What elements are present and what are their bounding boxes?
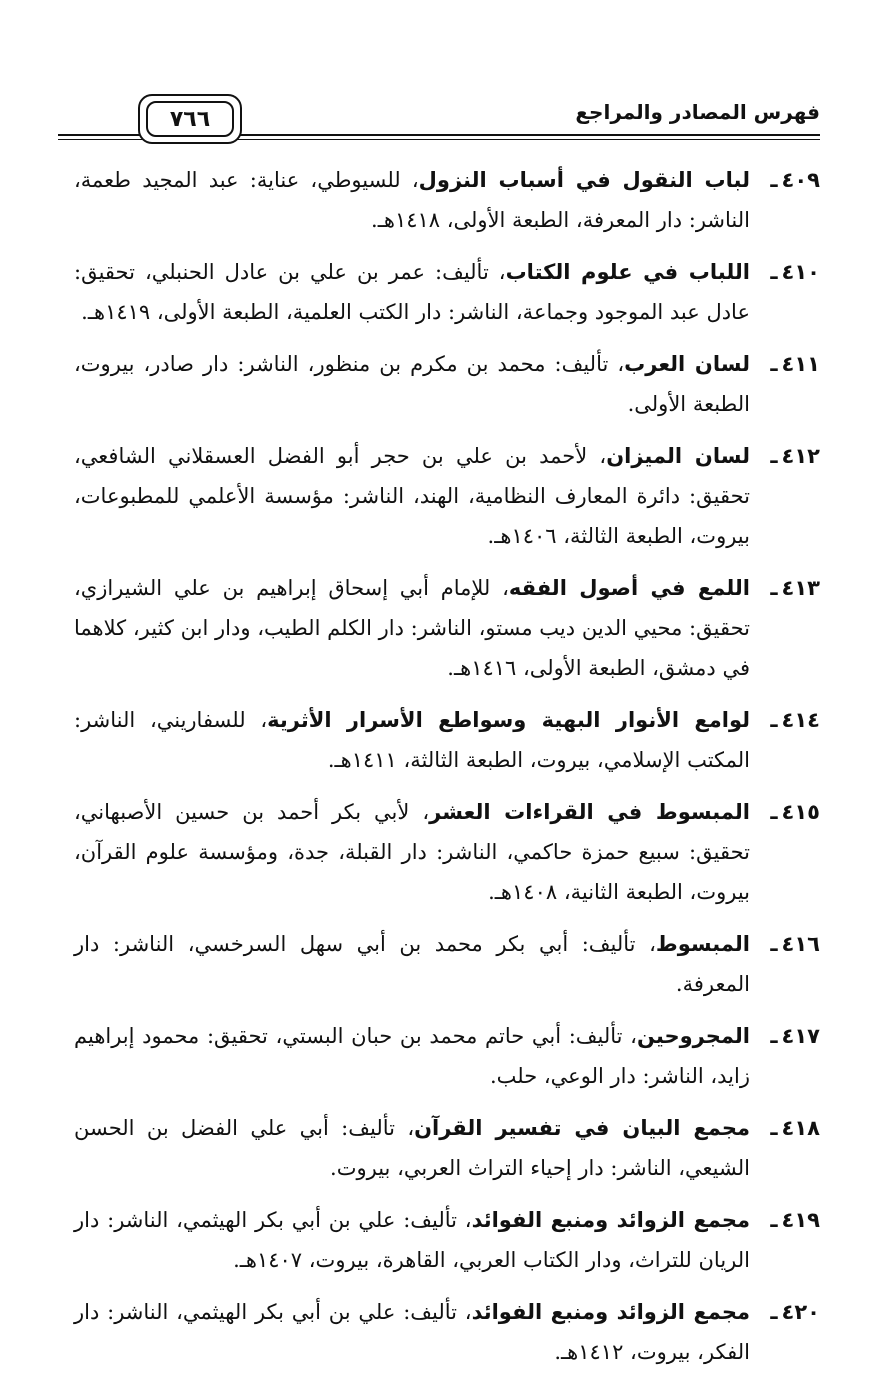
entry-number: ٤١٣ـ	[770, 576, 820, 600]
entry-details: ، للإمام أبي إسحاق إبراهيم بن علي الشيرازي، تحقيق: محيي الدين ديب مستو، الناشر: دار الكلم الطيب، ودار ابن كثير، كلاهما في دمشق، الطبعة الأولى، ١٤١٦هـ.	[74, 576, 750, 680]
entry-details: ، تأليف: علي بن أبي بكر الهيثمي، الناشر: دار الفكر، بيروت، ١٤١٢هـ.	[74, 1300, 750, 1364]
entry-details: ، تأليف: محمد بن مكرم بن منظور، الناشر: دار صادر، بيروت، الطبعة الأولى.	[74, 352, 750, 416]
entry-title: المبسوط	[655, 932, 750, 956]
bibliography-entry	[74, 1108, 820, 1188]
entry-details: ، لأبي بكر أحمد بن حسين الأصبهاني، تحقيق: سبيع حمزة حاكمي، الناشر: دار القبلة، جدة، ومؤسسة علوم القرآن، بيروت، الطبعة الثانية، ١٤٠٨هـ.	[74, 800, 750, 904]
entry-details: ، تأليف: عمر بن علي بن عادل الحنبلي، تحقيق: عادل عبد الموجود وجماعة، الناشر: دار الكتب العلمية، الطبعة الأولى، ١٤١٩هـ.	[74, 260, 750, 324]
entry-title: لوامع الأنوار البهية وسواطع الأسرار الأثرية	[267, 708, 750, 732]
entry-title: لسان العرب	[624, 352, 751, 376]
entry-number: ٤١٥ـ	[770, 800, 820, 824]
entry-number: ٤١٨ـ	[770, 1116, 820, 1140]
entry-number: ٤١٩ـ	[770, 1208, 820, 1232]
bibliography-entry	[74, 924, 820, 1004]
bibliography-list	[74, 160, 820, 1384]
bibliography-entry	[74, 568, 820, 688]
entry-details: ، تأليف: أبي علي الفضل بن الحسن الشيعي، الناشر: دار إحياء التراث العربي، بيروت.	[74, 1116, 750, 1180]
bibliography-entry	[74, 1292, 820, 1372]
entry-details: ، تأليف: أبي حاتم محمد بن حبان البستي، تحقيق: محمود إبراهيم زايد، الناشر: دار الوعي، حلب.	[74, 1024, 750, 1088]
running-title: فهرس المصادر والمراجع	[575, 100, 820, 124]
entry-text	[74, 924, 750, 1004]
entry-text	[74, 792, 750, 912]
entry-title: المبسوط في القراءات العشر	[429, 800, 750, 824]
entry-details: ، لأحمد بن علي بن حجر أبو الفضل العسقلاني الشافعي، تحقيق: دائرة المعارف النظامية، الهند، الناشر: مؤسسة الأعلمي للمطبوعات، بيروت، الطبعة الثالثة، ١٤٠٦هـ.	[74, 444, 750, 548]
entry-number: ٤١٠ـ	[770, 260, 820, 284]
entry-title: مجمع الزوائد ومنبع الفوائد	[471, 1300, 751, 1324]
entry-title: اللمع في أصول الفقه	[508, 576, 750, 600]
entry-text	[74, 252, 750, 332]
entry-details: ، للسفاريني، الناشر: المكتب الإسلامي، بيروت، الطبعة الثالثة، ١٤١١هـ.	[74, 708, 750, 772]
entry-details: ، تأليف: علي بن أبي بكر الهيثمي، الناشر: دار الريان للتراث، ودار الكتاب العربي، القاهرة، بيروت، ١٤٠٧هـ.	[74, 1208, 750, 1272]
entry-title: اللباب في علوم الكتاب	[505, 260, 750, 284]
entry-number: ٤١٢ـ	[770, 444, 820, 468]
page-number: ٧٦٦	[169, 106, 211, 132]
entry-number: ٤١٦ـ	[770, 932, 820, 956]
entry-text	[74, 1108, 750, 1188]
entry-number: ٤١٧ـ	[770, 1024, 820, 1048]
entry-details: ، للسيوطي، عناية: عبد المجيد طعمة، الناشر: دار المعرفة، الطبعة الأولى، ١٤١٨هـ.	[74, 168, 750, 232]
entry-number: ٤١٤ـ	[770, 708, 820, 732]
entry-number: ٤١١ـ	[770, 352, 820, 376]
entry-text	[74, 1016, 750, 1096]
entry-text	[74, 436, 750, 556]
bibliography-entry	[74, 700, 820, 780]
entry-text	[74, 1200, 750, 1280]
entry-text	[74, 344, 750, 424]
entry-text	[74, 568, 750, 688]
bibliography-entry	[74, 252, 820, 332]
page-number-inner-frame	[146, 101, 234, 137]
bibliography-entry	[74, 792, 820, 912]
bibliography-entry	[74, 160, 820, 240]
entry-title: مجمع البيان في تفسير القرآن	[414, 1116, 750, 1140]
entry-title: لسان الميزان	[606, 444, 751, 468]
page-number-frame	[138, 94, 242, 144]
entry-number: ٤٠٩ـ	[770, 168, 820, 192]
entry-text	[74, 1292, 750, 1372]
entry-text	[74, 700, 750, 780]
entry-title: مجمع الزوائد ومنبع الفوائد	[471, 1208, 751, 1232]
entry-text	[74, 160, 750, 240]
bibliography-entry	[74, 1016, 820, 1096]
entry-title: لباب النقول في أسباب النزول	[418, 168, 750, 192]
bibliography-entry	[74, 436, 820, 556]
bibliography-entry	[74, 344, 820, 424]
page-header	[58, 94, 820, 150]
bibliography-entry	[74, 1200, 820, 1280]
entry-title: المجروحين	[636, 1024, 750, 1048]
entry-details: ، تأليف: أبي بكر محمد بن أبي سهل السرخسي، الناشر: دار المعرفة.	[74, 932, 750, 996]
entry-number: ٤٢٠ـ	[770, 1300, 820, 1324]
